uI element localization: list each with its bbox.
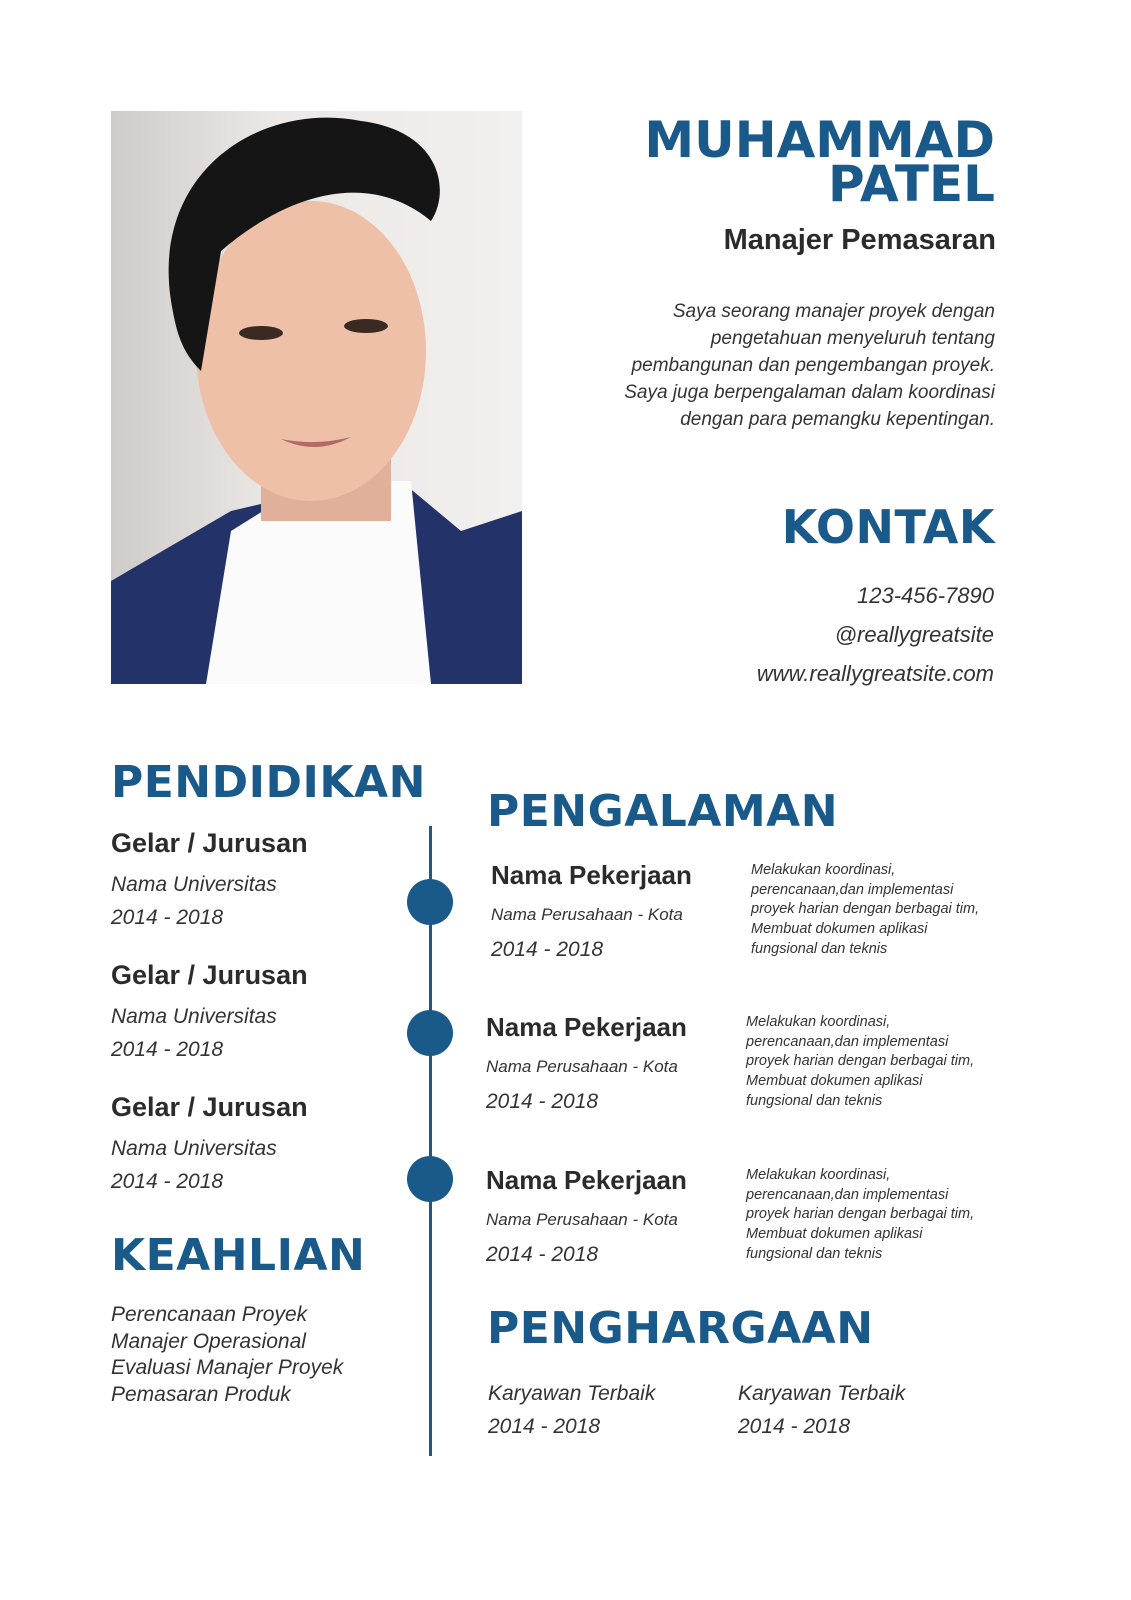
job-title: Nama Pekerjaan bbox=[491, 860, 692, 890]
timeline-dot bbox=[407, 1156, 453, 1202]
education-years: 2014 - 2018 bbox=[111, 1170, 224, 1193]
timeline-dot bbox=[407, 879, 453, 925]
job-title: Manajer Pemasaran bbox=[723, 224, 996, 256]
company: Nama Perusahaan - Kota bbox=[486, 1057, 678, 1076]
award-item: Karyawan Terbaik 2014 - 2018 bbox=[488, 1382, 656, 1438]
job-description: Melakukan koordinasi, perencanaan,dan implementasi proyek harian dengan berbagai tim, Membuat dokumen aplikasi fungsional dan teknis bbox=[751, 862, 980, 957]
awards-heading: PENGHARGAAN bbox=[487, 1303, 874, 1354]
award-item: Karyawan Terbaik 2014 - 2018 bbox=[738, 1382, 906, 1438]
job-years: 2014 - 2018 bbox=[486, 1243, 599, 1266]
education-heading: PENDIDIKAN bbox=[111, 757, 426, 808]
name: MUHAMMAD PATEL bbox=[644, 111, 995, 213]
education-degree: Gelar / Jurusan bbox=[111, 828, 308, 858]
timeline-dot bbox=[407, 1010, 453, 1056]
job-description: Melakukan koordinasi, perencanaan,dan implementasi proyek harian dengan berbagai tim, Membuat dokumen aplikasi fungsional dan teknis bbox=[746, 1167, 975, 1262]
skills-list: Perencanaan Proyek Manajer Operasional Evaluasi Manajer Proyek Pemasaran Produk bbox=[111, 1303, 344, 1406]
contact-heading: KONTAK bbox=[781, 500, 995, 554]
job-description: Melakukan koordinasi, perencanaan,dan implementasi proyek harian dengan berbagai tim, Membuat dokumen aplikasi fungsional dan teknis bbox=[746, 1014, 975, 1109]
job-years: 2014 - 2018 bbox=[491, 938, 604, 961]
phone: 123-456-7890 bbox=[856, 583, 994, 608]
education-years: 2014 - 2018 bbox=[111, 906, 224, 929]
education-degree: Gelar / Jurusan bbox=[111, 1092, 308, 1122]
company: Nama Perusahaan - Kota bbox=[491, 905, 683, 924]
website-link[interactable]: www.reallygreatsite.com bbox=[756, 661, 994, 686]
education-school: Nama Universitas bbox=[111, 1005, 277, 1028]
education-school: Nama Universitas bbox=[111, 873, 277, 896]
job-years: 2014 - 2018 bbox=[486, 1090, 599, 1113]
summary: Saya seorang manajer proyek dengan pengetahuan menyeluruh tentang pembangunan dan pengembangan proyek. Saya juga berpengalaman dalam koordinasi dengan para pemangku kepentingan. bbox=[624, 301, 995, 430]
skills-heading: KEAHLIAN bbox=[111, 1230, 366, 1281]
social-handle[interactable]: @reallygreatsite bbox=[834, 622, 994, 647]
education-school: Nama Universitas bbox=[111, 1137, 277, 1160]
contact-list bbox=[757, 576, 994, 693]
profile-photo bbox=[111, 111, 522, 684]
job-title: Nama Pekerjaan bbox=[486, 1165, 687, 1195]
education-years: 2014 - 2018 bbox=[111, 1038, 224, 1061]
job-title: Nama Pekerjaan bbox=[486, 1012, 687, 1042]
education-degree: Gelar / Jurusan bbox=[111, 960, 308, 990]
experience-heading: PENGALAMAN bbox=[487, 786, 839, 837]
company: Nama Perusahaan - Kota bbox=[486, 1210, 678, 1229]
